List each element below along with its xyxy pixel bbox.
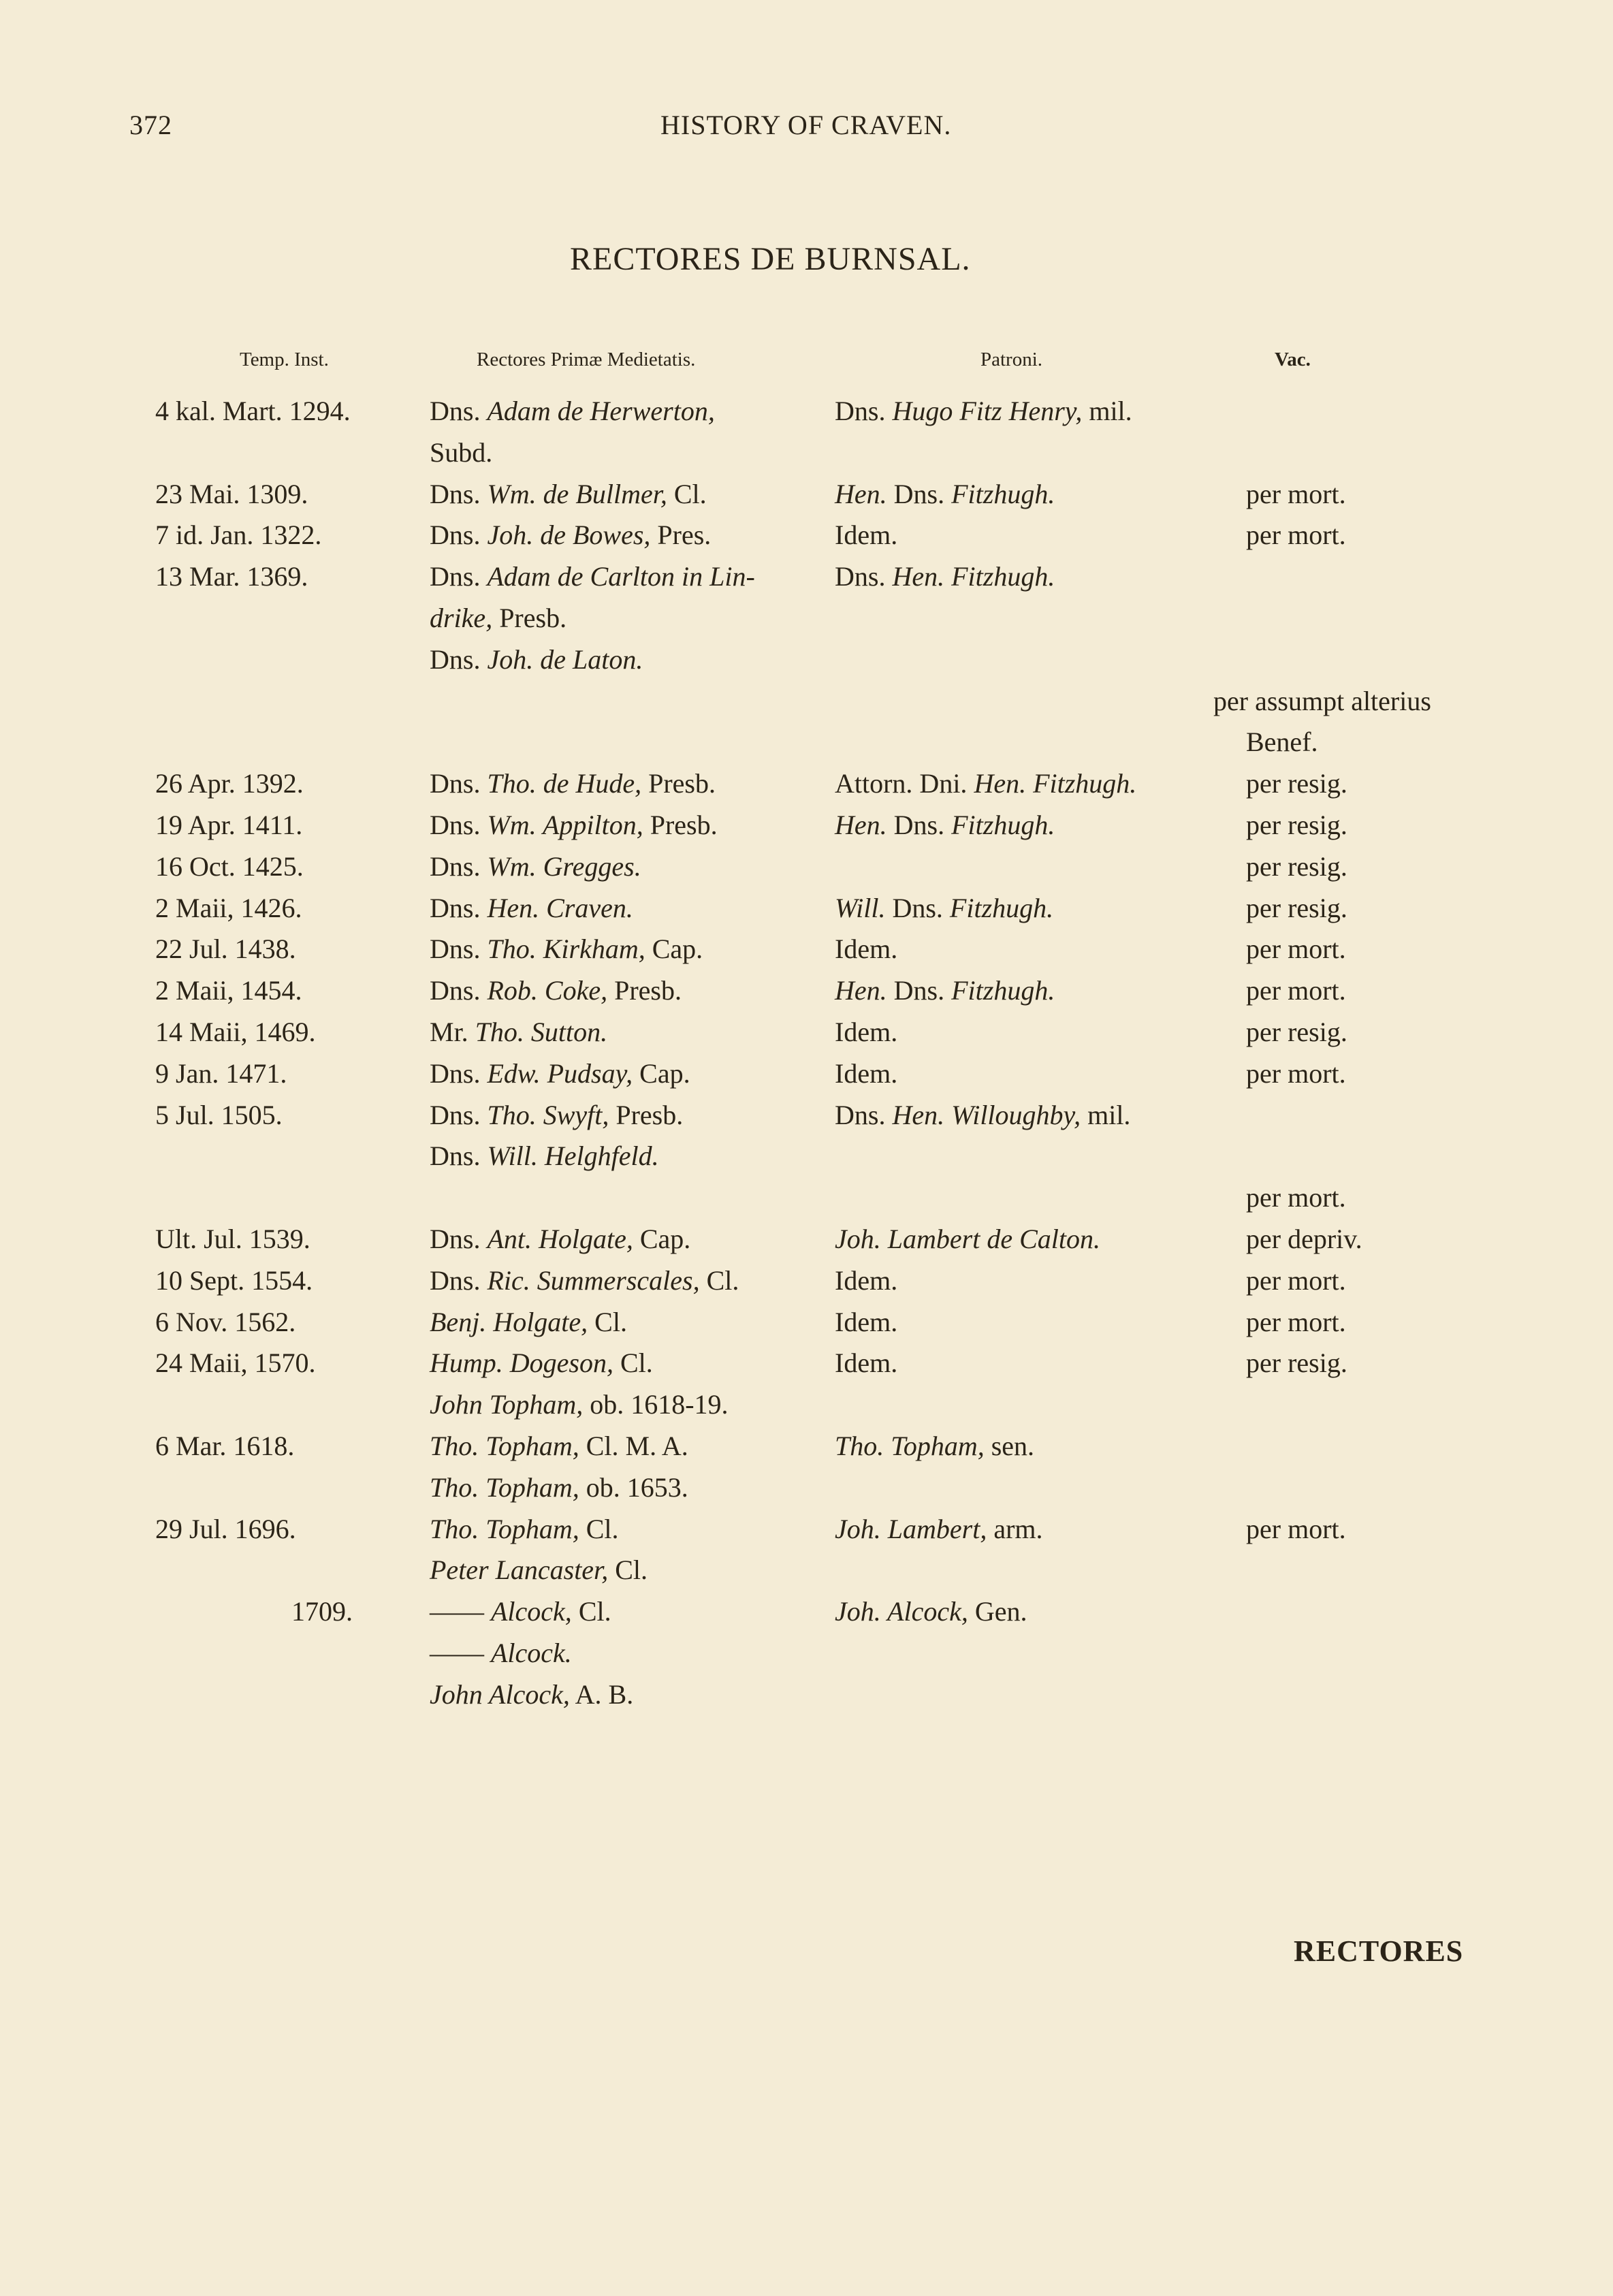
cell-patron xyxy=(835,767,1136,799)
text-segment: Cl. xyxy=(588,1306,627,1337)
table-row xyxy=(0,1637,1613,1678)
cell-date: 26 Apr. 1392. xyxy=(155,768,304,799)
cell-date: 19 Apr. 1411. xyxy=(155,810,303,840)
text-segment: Fitzhugh. xyxy=(951,810,1055,840)
cell-patron xyxy=(835,933,897,965)
table-row xyxy=(0,1595,1613,1636)
text-segment: Tho. Kirkham, xyxy=(487,934,645,965)
text-segment: Cl. xyxy=(571,1596,611,1627)
cell-rector xyxy=(430,1140,659,1172)
text-segment: Dns. xyxy=(887,810,952,840)
cell-patron xyxy=(835,1057,897,1089)
cell-rector xyxy=(430,560,755,592)
column-header-vacancy: Vac. xyxy=(1275,349,1311,370)
cell-rector xyxy=(430,1264,739,1296)
cell-rector xyxy=(430,1595,611,1627)
cell-rector xyxy=(430,395,715,427)
cell-rector xyxy=(430,1554,648,1586)
cell-patron xyxy=(835,1016,897,1048)
text-segment: Hugo Fitz Henry, xyxy=(892,396,1083,426)
text-segment: Will. Helghfeld. xyxy=(487,1141,659,1172)
text-segment: Adam de Carlton in Lin- xyxy=(487,561,755,592)
text-segment: Cap. xyxy=(645,934,703,965)
cell-rector xyxy=(430,602,566,634)
cell-rector xyxy=(430,767,716,799)
table-row xyxy=(0,519,1613,560)
text-segment: Dns. xyxy=(430,934,488,965)
cell-patron xyxy=(835,1430,1034,1462)
table-row xyxy=(0,602,1613,643)
text-segment: Hen. Fitzhugh. xyxy=(892,561,1055,592)
cell-date: 23 Mai. 1309. xyxy=(155,478,308,509)
text-segment: Presb. xyxy=(492,603,567,633)
cell-patron xyxy=(835,1513,1043,1545)
text-segment: Dns. xyxy=(887,478,952,509)
cell-vacancy: per mort. xyxy=(1246,1306,1346,1337)
table-row xyxy=(0,395,1613,436)
page-title: RECTORES DE BURNSAL. xyxy=(570,241,971,277)
cell-patron xyxy=(835,560,1055,592)
text-segment: Presb. xyxy=(643,810,718,840)
cell-vacancy: per mort. xyxy=(1246,520,1346,551)
cell-rector xyxy=(430,643,643,675)
text-segment: Cl. xyxy=(608,1554,648,1586)
cell-rector xyxy=(430,1388,729,1420)
text-segment: Dns. xyxy=(430,768,488,799)
cell-vacancy: per resig. xyxy=(1246,1017,1347,1047)
cell-date: 24 Maii, 1570. xyxy=(155,1348,316,1379)
text-segment: Dns. xyxy=(887,975,952,1006)
cell-patron xyxy=(835,478,1055,510)
text-segment: Tho. Topham, xyxy=(430,1471,579,1503)
table-row xyxy=(0,1347,1613,1388)
text-segment: John Alcock, xyxy=(430,1678,570,1710)
cell-date: 6 Nov. 1562. xyxy=(155,1306,296,1337)
text-segment: Hen. Craven. xyxy=(487,892,633,923)
cell-rector xyxy=(430,1637,572,1669)
cell-patron xyxy=(835,1306,897,1338)
table-row xyxy=(0,1306,1613,1347)
text-segment: Cl. xyxy=(699,1264,739,1296)
text-segment: Fitzhugh. xyxy=(951,975,1055,1006)
cell-patron xyxy=(835,1264,897,1296)
cell-date: 1709. xyxy=(291,1596,353,1627)
text-segment: Cap. xyxy=(633,1224,691,1254)
text-segment: Peter Lancaster, xyxy=(430,1554,609,1586)
cell-vacancy: per mort. xyxy=(1246,1513,1346,1544)
text-segment: Hen. Fitzhugh. xyxy=(974,768,1137,799)
cell-rector xyxy=(430,974,682,1006)
cell-date: 5 Jul. 1505. xyxy=(155,1099,283,1130)
table-row xyxy=(0,1430,1613,1471)
text-segment: sen. xyxy=(984,1431,1035,1461)
text-segment: Dns. xyxy=(835,396,893,426)
text-segment: Dns. xyxy=(430,1057,488,1089)
text-segment: Dns. xyxy=(835,561,893,592)
cell-vacancy: per resig. xyxy=(1246,810,1347,840)
text-segment: Joh. Lambert de Calton. xyxy=(835,1224,1100,1254)
text-segment: Dns. xyxy=(430,892,488,923)
table-row xyxy=(0,1264,1613,1305)
text-segment: Cl. xyxy=(667,478,707,509)
text-segment: Hump. Dogeson, xyxy=(430,1348,613,1379)
text-segment: Pres. xyxy=(650,520,712,551)
text-segment: Idem. xyxy=(835,1017,898,1047)
cell-vacancy: per mort. xyxy=(1246,478,1346,509)
text-segment: Cl. xyxy=(579,1513,619,1544)
cell-rector xyxy=(430,892,633,924)
cell-vacancy: per resig. xyxy=(1246,768,1347,799)
text-segment: Fitzhugh. xyxy=(949,892,1054,923)
text-segment: Edw. Pudsay, xyxy=(487,1057,633,1089)
cell-rector xyxy=(430,809,718,841)
text-segment: Dns. xyxy=(430,810,488,840)
text-segment: Presb. xyxy=(607,975,682,1006)
text-segment: Will. xyxy=(835,892,886,923)
table-row xyxy=(0,850,1613,891)
text-segment: Idem. xyxy=(835,520,898,551)
text-segment: —— xyxy=(430,1596,491,1627)
text-segment: Hen. xyxy=(835,975,887,1006)
cell-date: 14 Maii, 1469. xyxy=(155,1017,316,1047)
table-row xyxy=(0,478,1613,519)
text-segment: Wm. de Bullmer, xyxy=(487,478,667,509)
cell-rector xyxy=(430,1678,633,1710)
cell-vacancy: per resig. xyxy=(1246,1348,1347,1379)
table-row xyxy=(0,685,1613,726)
text-segment: Gen. xyxy=(968,1596,1027,1627)
cell-vacancy: per mort. xyxy=(1246,975,1346,1006)
text-segment: Tho. Topham, xyxy=(835,1431,985,1461)
table-row xyxy=(0,1513,1613,1554)
text-segment: Dns. xyxy=(885,892,950,923)
text-segment: Attorn. Dni. xyxy=(835,768,974,799)
text-segment: Dns. xyxy=(430,1264,488,1296)
text-segment: mil. xyxy=(1081,1099,1131,1130)
cell-rector xyxy=(430,1223,690,1255)
catchword: RECTORES xyxy=(1294,1934,1464,1968)
cell-vacancy: per assumpt alterius xyxy=(1213,685,1431,716)
cell-rector xyxy=(430,1347,653,1379)
text-segment: Dns. xyxy=(430,975,488,1006)
cell-date: 2 Maii, 1454. xyxy=(155,975,302,1006)
table-row xyxy=(0,726,1613,767)
cell-rector xyxy=(430,1057,690,1089)
text-segment: mil. xyxy=(1082,396,1132,426)
text-segment: Presb. xyxy=(641,768,716,799)
text-segment: Ric. Summerscales, xyxy=(487,1264,700,1296)
text-segment: Joh. de Laton. xyxy=(487,643,643,675)
cell-patron xyxy=(835,1099,1130,1131)
cell-patron xyxy=(835,892,1053,924)
table-row xyxy=(0,933,1613,974)
text-segment: Idem. xyxy=(835,1264,898,1296)
text-segment: A. B. xyxy=(569,1678,634,1710)
text-segment: Tho. Topham, xyxy=(430,1513,579,1544)
text-segment: Joh. de Bowes, xyxy=(487,520,651,551)
text-segment: John Topham, xyxy=(430,1389,584,1420)
text-segment: Cap. xyxy=(633,1057,690,1089)
cell-date: 29 Jul. 1696. xyxy=(155,1513,296,1544)
text-segment: Hen. Willoughby, xyxy=(892,1099,1081,1130)
cell-date: 6 Mar. 1618. xyxy=(155,1431,295,1461)
table-row xyxy=(0,1678,1613,1719)
cell-rector xyxy=(430,1513,619,1545)
table-row xyxy=(0,1223,1613,1264)
text-segment: —— xyxy=(430,1638,491,1668)
cell-rector xyxy=(430,519,711,551)
table-row xyxy=(0,1554,1613,1595)
cell-patron xyxy=(835,519,897,551)
column-header-rector: Rectores Primæ Medietatis. xyxy=(477,349,696,370)
text-segment: Dns. xyxy=(430,850,488,882)
text-segment: Dns. xyxy=(430,1099,488,1130)
table-row xyxy=(0,892,1613,933)
text-segment: Cl. M. A. xyxy=(579,1431,688,1461)
text-segment: ob. 1653. xyxy=(579,1471,688,1503)
text-segment: Idem. xyxy=(835,934,898,965)
table-row xyxy=(0,809,1613,850)
cell-patron xyxy=(835,395,1132,427)
text-segment: Fitzhugh. xyxy=(951,478,1055,509)
table-row xyxy=(0,1016,1613,1057)
text-segment: drike, xyxy=(430,603,493,633)
text-segment: Tho. Swyft, xyxy=(487,1099,609,1130)
cell-date: 16 Oct. 1425. xyxy=(155,850,304,882)
text-segment: Adam de Herwerton, xyxy=(487,396,715,426)
text-segment: Tho. Sutton. xyxy=(475,1017,608,1047)
text-segment: Joh. Lambert, xyxy=(835,1513,987,1544)
cell-vacancy: Benef. xyxy=(1246,727,1318,758)
table-row xyxy=(0,974,1613,1015)
cell-date: 13 Mar. 1369. xyxy=(155,561,308,592)
column-header-date: Temp. Inst. xyxy=(240,349,329,370)
cell-date: Ult. Jul. 1539. xyxy=(155,1224,310,1254)
text-segment: ob. 1618-19. xyxy=(583,1389,729,1420)
text-segment: Mr. xyxy=(430,1017,475,1047)
cell-rector xyxy=(430,1016,607,1048)
text-segment: Dns. xyxy=(430,396,488,426)
table-row xyxy=(0,1471,1613,1512)
text-segment: Joh. Alcock, xyxy=(835,1596,968,1627)
cell-date: 4 kal. Mart. 1294. xyxy=(155,396,351,426)
text-segment: Idem. xyxy=(835,1306,898,1337)
table-row xyxy=(0,1181,1613,1222)
text-segment: Dns. xyxy=(430,520,488,551)
cell-date: 9 Jan. 1471. xyxy=(155,1057,287,1089)
table-row xyxy=(0,767,1613,808)
cell-vacancy: per mort. xyxy=(1246,934,1346,965)
page-number: 372 xyxy=(129,110,172,140)
cell-date: 10 Sept. 1554. xyxy=(155,1264,313,1296)
text-segment: Presb. xyxy=(609,1099,684,1130)
text-segment: Tho. de Hude, xyxy=(487,768,642,799)
cell-vacancy: per resig. xyxy=(1246,892,1347,923)
table-row xyxy=(0,643,1613,684)
text-segment: Wm. Gregges. xyxy=(487,850,641,882)
cell-vacancy: per resig. xyxy=(1246,850,1347,882)
cell-rector xyxy=(430,1471,688,1503)
table-row xyxy=(0,1057,1613,1098)
cell-date: 2 Maii, 1426. xyxy=(155,892,302,923)
text-segment: Hen. xyxy=(835,478,887,509)
table-row xyxy=(0,560,1613,601)
text-segment: Dns. xyxy=(430,1141,488,1172)
cell-rector xyxy=(430,1306,627,1338)
cell-rector xyxy=(430,850,641,882)
cell-vacancy: per mort. xyxy=(1246,1182,1346,1213)
cell-patron xyxy=(835,809,1055,841)
cell-date: 22 Jul. 1438. xyxy=(155,934,296,965)
text-segment: Dns. xyxy=(430,561,488,592)
table-row xyxy=(0,1140,1613,1181)
text-segment: Dns. xyxy=(835,1099,893,1130)
cell-vacancy: per mort. xyxy=(1246,1057,1346,1089)
cell-patron xyxy=(835,1223,1100,1255)
column-header-patron: Patroni. xyxy=(980,349,1043,370)
text-segment: Ant. Holgate, xyxy=(487,1224,633,1254)
table-row xyxy=(0,1388,1613,1429)
cell-vacancy: per depriv. xyxy=(1246,1224,1362,1254)
cell-rector xyxy=(430,1430,688,1462)
table-row xyxy=(0,1099,1613,1140)
text-segment: Tho. Topham, xyxy=(430,1431,579,1461)
table-row xyxy=(0,436,1613,477)
text-segment: Idem. xyxy=(835,1057,898,1089)
cell-patron xyxy=(835,1595,1027,1627)
cell-rector xyxy=(430,1099,683,1131)
cell-rector xyxy=(430,933,703,965)
text-segment: Alcock. xyxy=(491,1638,572,1668)
text-segment: Cl. xyxy=(613,1348,653,1379)
text-segment: Idem. xyxy=(835,1348,898,1379)
text-segment: Dns. xyxy=(430,643,488,675)
text-segment: Benj. Holgate, xyxy=(430,1306,588,1337)
text-segment: Dns. xyxy=(430,478,488,509)
text-segment: arm. xyxy=(987,1513,1043,1544)
cell-date: 7 id. Jan. 1322. xyxy=(155,520,322,551)
text-segment: Dns. xyxy=(430,1224,488,1254)
text-segment: Subd. xyxy=(430,436,493,468)
cell-rector xyxy=(430,436,492,468)
running-head: HISTORY OF CRAVEN. xyxy=(660,110,952,140)
text-segment: Wm. Appilton, xyxy=(487,810,643,840)
text-segment: Hen. xyxy=(835,810,887,840)
text-segment: Rob. Coke, xyxy=(487,975,608,1006)
cell-patron xyxy=(835,974,1055,1006)
cell-rector xyxy=(430,478,707,510)
cell-vacancy: per mort. xyxy=(1246,1264,1346,1296)
text-segment: Alcock, xyxy=(491,1596,572,1627)
cell-patron xyxy=(835,1347,897,1379)
